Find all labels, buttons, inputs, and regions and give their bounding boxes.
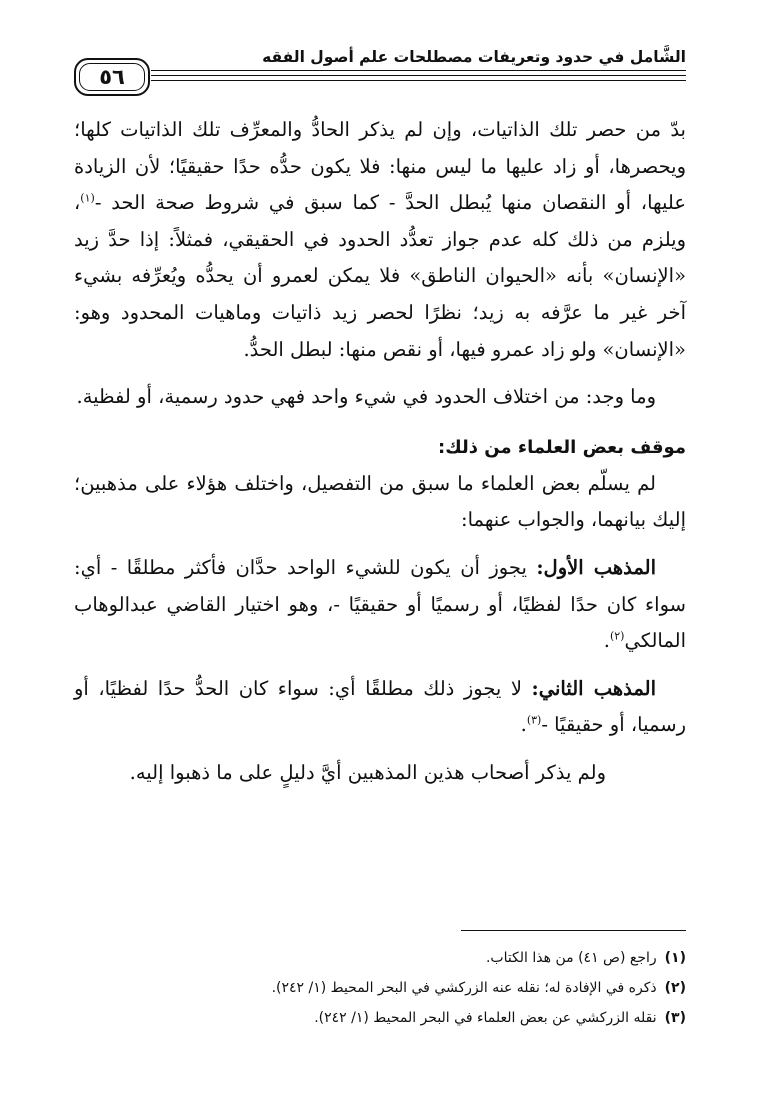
footnote-divider — [461, 930, 686, 931]
footnotes — [74, 943, 686, 1033]
section-heading: موقف بعض العلماء من ذلك: — [438, 436, 686, 458]
footnote-text: نقله الزركشي عن بعض العلماء في البحر المحيط (١/ ٢٤٢). — [314, 1010, 657, 1026]
header-rule — [151, 70, 686, 71]
page-number: ٥٦ — [99, 65, 125, 89]
paragraph-first-school: المذهب الأول: يجوز أن يكون للشيء الواحد حدَّان فأكثر مطلقًا - أي: سواء كان حدًا لفظيًا، أو رسميًا أو حقيقيًا -، وهو اختيار القاضي عبدالوهاب المالكي$^{(٢)}$. — [74, 555, 686, 653]
paragraph-second-school: المذهب الثاني: لا يجوز ذلك مطلقًا أي: سواء كان الحدُّ حدًا لفظيًا، أو رسميا، أو حقيقيًا -$^{(٣)}$. — [74, 676, 686, 737]
main-text — [74, 112, 686, 792]
footnote-number: (٣) — [664, 1010, 686, 1026]
footnote — [74, 973, 686, 1003]
footnote-ref: (٣) — [526, 713, 542, 727]
page-number-badge — [74, 58, 150, 96]
footnote-number: (١) — [664, 950, 686, 966]
running-header — [74, 48, 686, 100]
footnote-ref: (٢) — [609, 629, 625, 643]
footnote-text: ذكره في الإفادة له؛ نقله عنه الزركشي في البحر المحيط (١/ ٢٤٢). — [271, 980, 657, 996]
footnote — [74, 1003, 686, 1033]
footnote-ref: (١) — [80, 191, 95, 205]
school-label: المذهب الثاني: — [531, 676, 657, 700]
paragraph-3: لم يسلّم بعض العلماء ما سبق من التفصيل، واختلف هؤلاء على مذهبين؛ إليك بيانهما، والجواب عنهما: — [74, 471, 686, 532]
header-rule — [151, 75, 686, 76]
footnote-text: راجع (ص ٤١) من هذا الكتاب. — [485, 950, 657, 966]
footnote-number: (٢) — [664, 980, 686, 996]
footnote — [74, 943, 686, 973]
header-rule — [151, 80, 686, 81]
school-label: المذهب الأول: — [536, 555, 656, 579]
book-title: الشَّامل في حدود وتعريفات مصطلحات علم أصول الفقه — [262, 48, 686, 66]
paragraph-1: بدّ من حصر تلك الذاتيات، وإن لم يذكر الحادُّ والمعرِّف تلك الذاتيات كلها؛ ويحصرها، أو زاد عليها ما ليس منها: فلا يكون حدُّه حدًا حقيقيًا؛ لأن الزيادة عليها، أو النقصان منها يُبطل الحدَّ - كما سبق في شروط صحة الحد -$^{(١)}$، ويلزم من ذلك كله عدم جواز تعدُّد الحدود في الحقيقي، فمثلاً: إذا حدَّ زيد «الإنسان» بأنه «الحيوان الناطق» فلا يمكن لعمرو أن يحدُّه ويُعرِّفه بشيء آخر غير ما عرَّفه به زيد؛ نظرًا لحصر زيد ذاتيات وماهيات المحدود وهو: «الإنسان» ولو زاد عمرو فيها، أو نقص منها: لبطل الحدُّ. — [74, 118, 686, 361]
paragraph-6: ولم يذكر أصحاب هذين المذهبين أيَّ دليلٍ على ما ذهبوا إليه. — [129, 760, 606, 784]
paragraph-2: وما وجد: من اختلاف الحدود في شيء واحد فهي حدود رسمية، أو لفظية. — [76, 385, 656, 409]
